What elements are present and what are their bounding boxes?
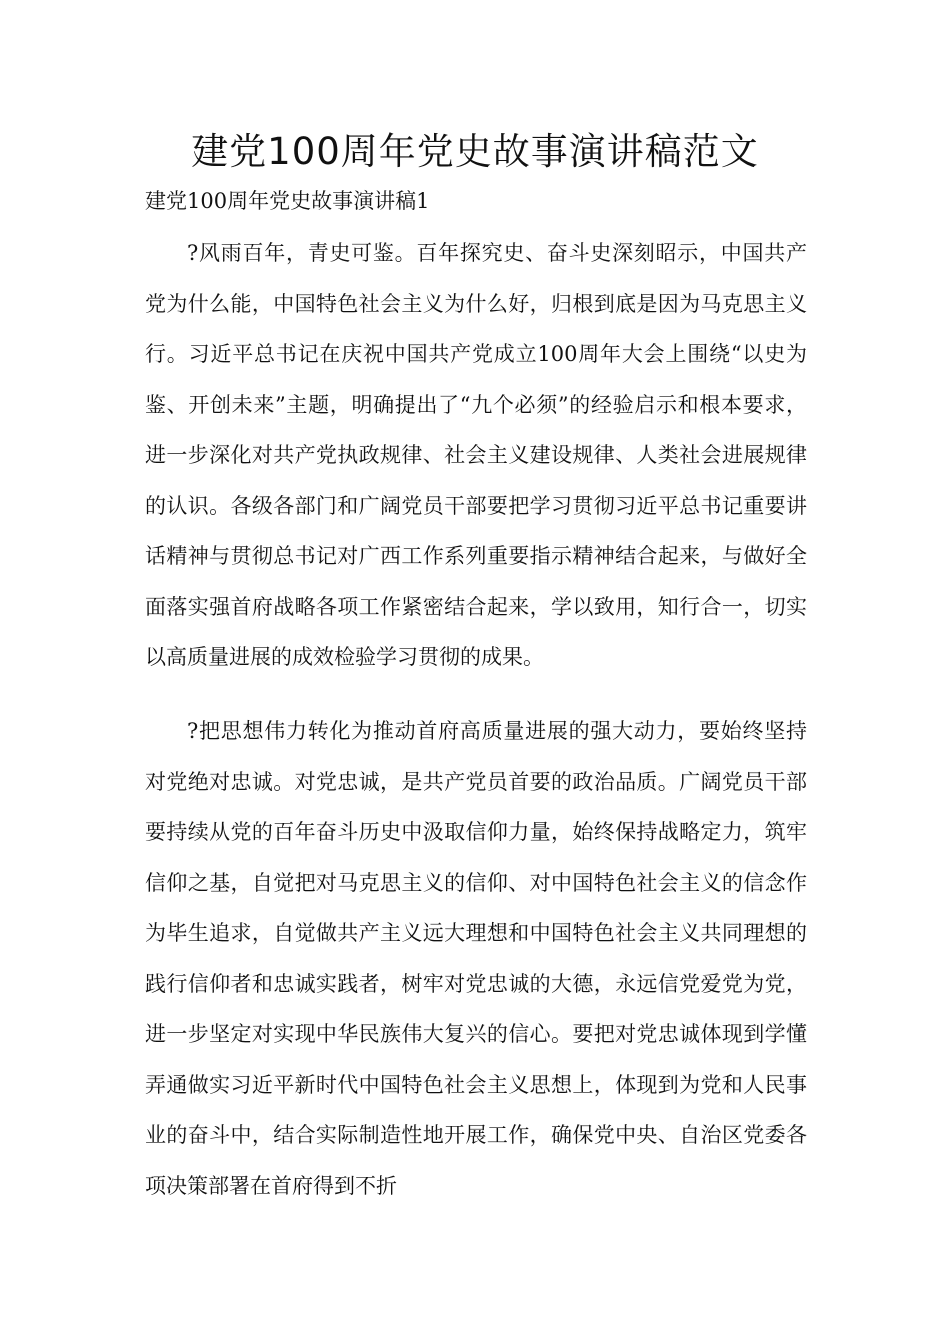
paragraph-1: ?风雨百年，青史可鉴。百年探究史、奋斗史深刻昭示，中国共产党为什么能，中国特色社会主义为什么好，归根到底是因为马克思主义行。习近平总书记在庆祝中国共产党成立100周年大会上围绕“以史为鉴、开创未来”主题，明确提出了“九个必须”的经验启示和根本要求，进一步深化对共产党执政规律、社会主义建设规律、人类社会进展规律的认识。各级各部门和广阔党员干部要把学习贯彻习近平总书记重要讲话精神与贯彻总书记对广西工作系列重要指示精神结合起来，与做好全面落实强首府战略各项工作紧密结合起来，学以致用，知行合一，切实以高质量进展的成效检验学习贯彻的成果。 (145, 241, 807, 669)
document-title: 建党100周年党史故事演讲稿范文 (191, 130, 759, 173)
document-subtitle: 建党100周年党史故事演讲稿1 (145, 189, 430, 213)
paragraph-2: ?把思想伟力转化为推动首府高质量进展的强大动力，要始终坚持对党绝对忠诚。对党忠诚，是共产党员首要的政治品质。广阔党员干部要持续从党的百年奋斗历史中汲取信仰力量，始终保持战略定力，筑牢信仰之基，自觉把对马克思主义的信仰、对中国特色社会主义的信念作为毕生追求，自觉做共产主义远大理想和中国特色社会主义共同理想的践行信仰者和忠诚实践者，树牢对党忠诚的大德，永远信党爱党为党，进一步坚定对实现中华民族伟大复兴的信心。要把对党忠诚体现到学懂弄通做实习近平新时代中国特色社会主义思想上，体现到为党和人民事业的奋斗中，结合实际制造性地开展工作，确保党中央、自治区党委各项决策部署在首府得到不折 (145, 719, 807, 1198)
